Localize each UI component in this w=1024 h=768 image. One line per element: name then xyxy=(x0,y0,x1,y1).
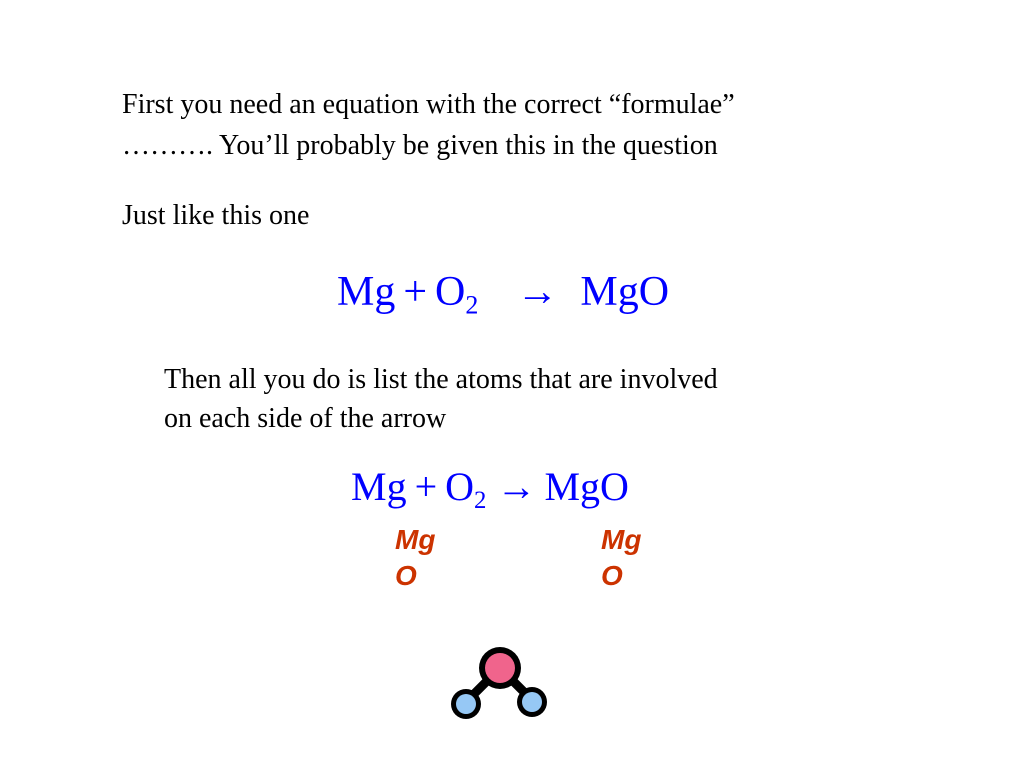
equation-1-product: MgO xyxy=(580,269,670,315)
instruction-line-1: Then all you do is list the atoms that are involved xyxy=(164,364,718,395)
water-molecule-icon xyxy=(440,640,560,730)
equation-1-reactant-2: O xyxy=(435,269,466,315)
equation-2-subscript: 2 xyxy=(474,486,487,514)
equation-2-reactant-1: Mg xyxy=(351,464,407,509)
equation-2-plus: + xyxy=(414,464,438,509)
intro-line-1: First you need an equation with the correct “formulae” xyxy=(122,89,735,120)
product-atom-o: O xyxy=(601,560,623,591)
equation-1-arrow: → xyxy=(516,269,559,315)
intro-text xyxy=(122,84,902,166)
equation-2-reactant-2: O xyxy=(445,464,475,509)
reactant-atom-o: O xyxy=(395,560,417,591)
equation-2-arrow: → xyxy=(496,464,537,509)
equation-1 xyxy=(337,264,669,320)
molecule-right-atom xyxy=(522,692,542,712)
equation-2 xyxy=(351,460,629,514)
equation-1-reactant-1: Mg xyxy=(337,269,396,315)
instruction-line-2: on each side of the arrow xyxy=(164,403,447,434)
reactant-atom-list xyxy=(395,522,435,594)
molecule-left-atom xyxy=(456,694,476,714)
equation-1-subscript: 2 xyxy=(465,290,479,320)
reactant-atom-mg: Mg xyxy=(395,524,436,555)
product-atom-list xyxy=(601,522,641,594)
instruction-text xyxy=(164,360,884,438)
just-like-text: Just like this one xyxy=(122,200,310,231)
product-atom-mg: Mg xyxy=(601,524,642,555)
equation-1-plus: + xyxy=(403,269,428,315)
molecule-center-atom xyxy=(485,653,515,683)
intro-line-2: ………. You’ll probably be given this in the question xyxy=(122,130,718,161)
equation-2-product: MgO xyxy=(544,464,629,509)
